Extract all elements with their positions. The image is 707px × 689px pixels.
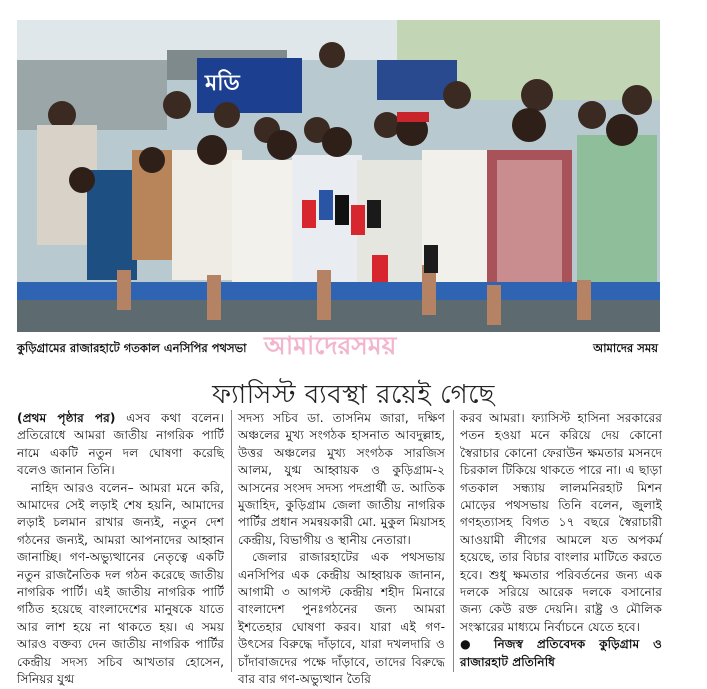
continuation-marker: (প্রথম পৃষ্ঠার পর): [17, 411, 116, 425]
paragraph: করব আমরা। ফ্যাসিস্ট হাসিনা সরকারের পতন হওয়া মনে করিয়ে দেয় কোনো স্বৈরাচার কোনো ফেরাউন ক্ষমতার মসনদে চিরকাল টিকিয়ে থাকতে পারে না। এ ছাড়া গতকাল সন্ধ্যায় লালমনিরহাট মিশন মোড়ের পথসভায় তিনি বলেন, জুলাই গণহত্যাসহ বিগত ১৭ বছরে স্বৈরাচারী আওয়ামী লীগের আমলে যত অপকর্ম হয়েছে, তার বিচার বাংলার মাটিতে করতে হবে। শুধু ক্ষমতার পরিবর্তনের জন্য এক দলকে সরিয়ে আরেক দলকে বসানোর জন্য কেউ রক্ত দেয়নি। রাষ্ট্র ও মৌলিক সংস্কারের মাধ্যমে নির্বাচনে যেতে হবে।: [460, 411, 662, 634]
column-divider: [453, 410, 454, 672]
paragraph: জেলার রাজারহাটের এক পথসভায় এনসিপির এক কেন্দ্রীয় আহ্বায়ক জানান, আগামী ৩ আগস্ট কেন্দ্রীয় শহীদ মিনারে বাংলাদেশ পুনঃগঠনের জন্য আমরা ইশতেহার ঘোষণা করব। যারা এই গণ-উৎসের বিরুদ্ধে দাঁড়াবে, যারা দখলদারি ও চাঁদাবাজদের পক্ষে দাঁড়াবে, তাদের বিরুদ্ধে বার বার গণ-অভ্যুত্থান তৈরি: [238, 550, 445, 687]
paragraph: (প্রথম পৃষ্ঠার পর) এসব কথা বলেন। প্রতিরোধে আমরা জাতীয় নাগরিক পার্টি নামে একটি নতুন দল ঘোষণা করেছি বলেও জানান তিনি।: [17, 411, 225, 478]
article-column-3: [460, 410, 662, 671]
byline: ● নিজস্ব প্রতিবেদক কুড়িগ্রাম ও রাজারহাট প্রতিনিধি: [460, 637, 662, 669]
top-edge-strip: [0, 0, 707, 14]
article-headline: ফ্যাসিস্ট ব্যবস্থা রয়েই গেছে: [212, 380, 495, 410]
article-column-1: [17, 410, 224, 689]
paragraph: নাহিদ আরও বলেন– আমরা মনে করি, আমাদের সেই লড়াই শেষ হয়নি, আমাদের লড়াই চলমান রাখার জন্যই, নতুন দেশ গঠনের জন্যই, আমরা আপনাদের আহ্বান জানাচ্ছি। গণ-অভ্যুত্থানের নেতৃত্বে একটি নতুন রাজনৈতিক দল গঠন করেছে জাতীয় নাগরিক পার্টি। এই জাতীয় নাগরিক পার্টি গঠিত হয়েছে বাংলাদেশের মানুষকে যাতে আর লাশ হয়ে না থাকতে হয়। এ সময় আরও বক্তব্য দেন জাতীয় নাগরিক পার্টির কেন্দ্রীয় সদস্য সচিব আখতার হোসেন, সিনিয়র যুগ্ম: [17, 480, 224, 687]
paragraph: সদস্য সচিব ডা. তাসনিম জারা, দক্ষিণ অঞ্চলের মুখ্য সংগঠক হাসনাত আবদুল্লাহ, উত্তর অঞ্চলের মুখ্য সংগঠক সারজিস আলম, যুগ্ম আহ্বায়ক ও কুড়িগ্রাম-২ আসনের সংসদ সদস্য পদপ্রার্থী ড. আতিক মুজাহিদ, কুড়িগ্রাম জেলা জাতীয় নাগরিক পার্টির প্রধান সমন্বয়কারী মো. মুকুল মিয়াসহ কেন্দ্রীয়, বিভাগীয় ও স্থানীয় নেতারা।: [238, 411, 445, 547]
news-photo: [17, 20, 660, 332]
bottom-edge-strip: [0, 676, 707, 685]
newspaper-watermark: আমাদেরসময়: [264, 331, 397, 360]
article-column-2: [238, 410, 445, 689]
photo-caption: কুড়িগ্রামের রাজারহাটে গতকাল এনসিপির পথসভা: [17, 341, 247, 355]
column-divider: [231, 410, 232, 672]
rally-photo-illustration: [17, 20, 660, 332]
photo-credit: আমাদের সময়: [593, 341, 658, 355]
banner-text: মডি: [205, 71, 240, 96]
